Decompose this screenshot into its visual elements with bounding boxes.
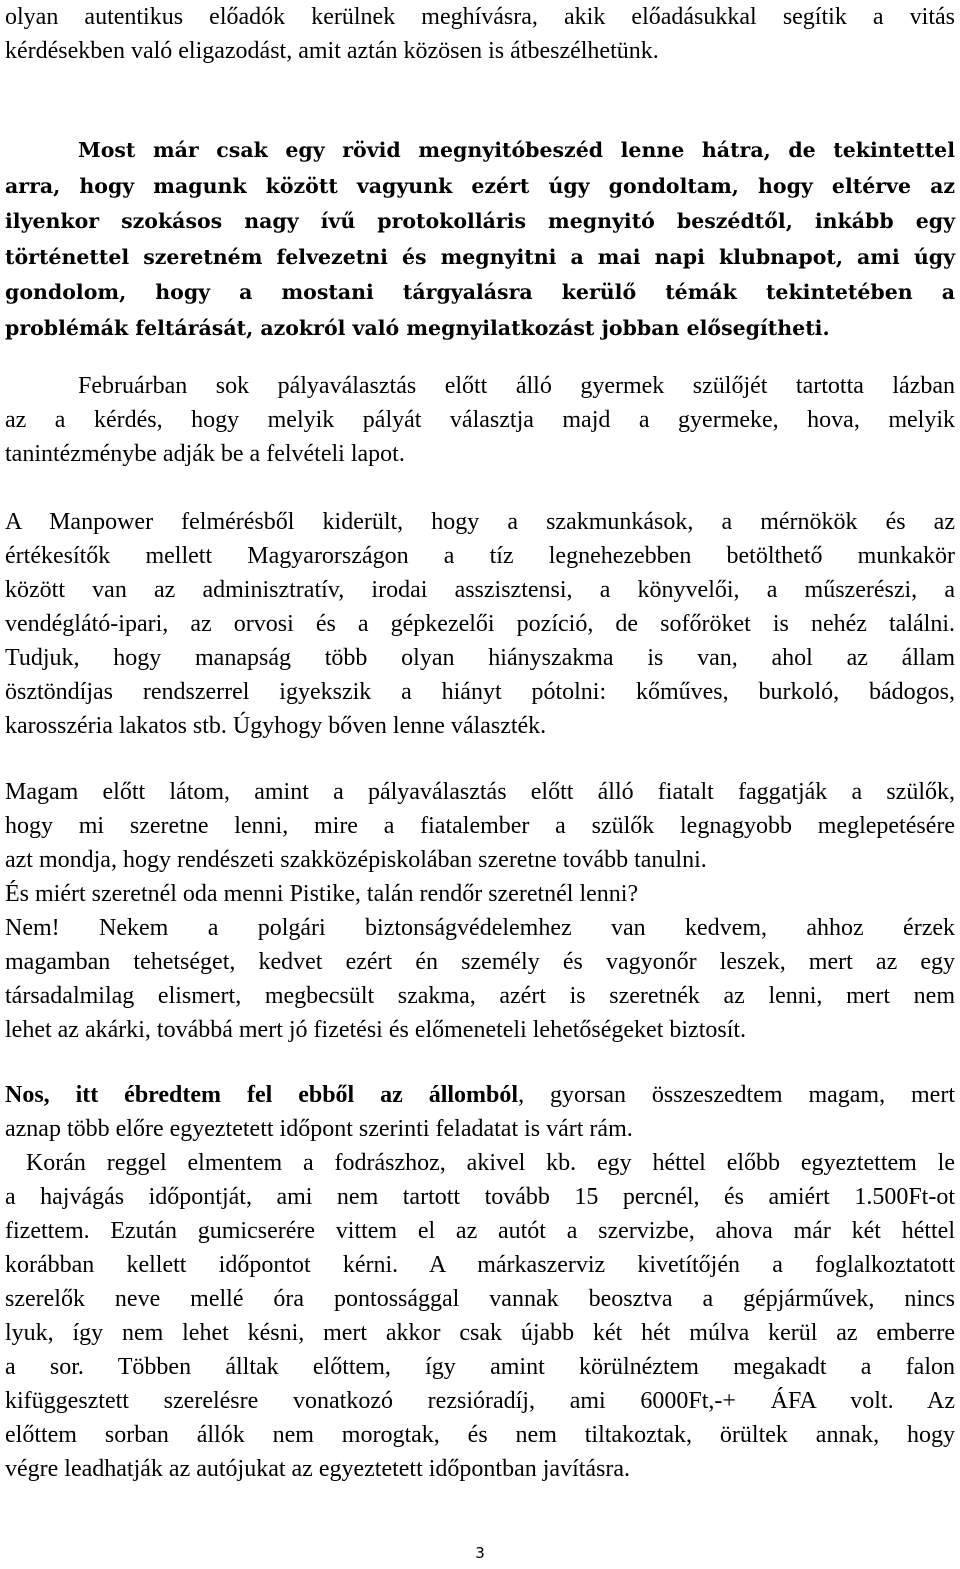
text-line: Magam előtt látom, amint a pályaválasztás előtt álló fiatalt faggatják a szülők,: [5, 779, 955, 805]
text-fragment: , gyorsan összeszedtem magam, mert: [518, 1082, 955, 1108]
text-line: magamban tehetséget, kedvet ezért én személy és vagyonőr leszek, mert az egy: [5, 949, 955, 975]
text-line: fizettem. Ezután gumicserére vittem el az autót a szervizbe, ahova már két héttel: [5, 1218, 955, 1244]
text-line: A Manpower felmérésből kiderült, hogy a szakmunkások, a mérnökök és az: [5, 509, 955, 535]
text-line: Februárban sok pályaválasztás előtt álló gyermek szülőjét tartotta lázban: [78, 373, 955, 399]
text-line: végre leadhatják az autójukat az egyeztetett időpontban javításra.: [5, 1456, 631, 1482]
text-line: tanintézménybe adják be a felvételi lapot.: [5, 441, 405, 467]
paragraph-manpower: [5, 505, 955, 743]
text-line: karosszéria lakatos stb. Úgyhogy bőven lenne választék.: [5, 713, 547, 739]
text-line: a sor. Többen álltak előttem, így amint körülnéztem megakadt a falon: [5, 1354, 955, 1380]
text-line: lyuk, így nem lehet késni, mert akkor csak újabb két hét múlva kerül az emberre: [5, 1320, 955, 1346]
paragraph-intro-continuation: [5, 0, 955, 68]
bold-phrase: Nos, itt ébredtem fel ebből az állomból: [5, 1082, 519, 1108]
text-line: olyan autentikus előadók kerülnek meghívásra, akik előadásukkal segítik a vitás: [5, 4, 955, 30]
text-line: előttem sorban állók nem morogtak, és nem tiltakoztak, örültek annak, hogy: [5, 1422, 955, 1448]
text-line: ilyenkor szokásos nagy ívű protokolláris megnyitó beszédtől, inkább egy: [5, 209, 955, 233]
text-line: lehet az akárki, továbbá mert jó fizetési és előmeneteli lehetőségeket biztosít.: [5, 1017, 747, 1043]
text-line: Nem! Nekem a polgári biztonságvédelemhez van kedvem, ahhoz érzek: [5, 915, 955, 941]
text-line: aznap több előre egyeztetett időpont szerinti feladatat is várt rám.: [5, 1116, 633, 1142]
text-line: történettel szeretném felvezetni és megnyitni a mai napi klubnapot, ami úgy: [5, 244, 955, 269]
paragraph-career-dream: [5, 775, 955, 1047]
text-line-mixed: [5, 1078, 955, 1112]
text-line: problémák feltárását, azokról való megnyilatkozást jobban elősegítheti.: [5, 315, 830, 340]
text-line: kifüggesztett szerelésre vonatkozó rezsióradíj, ami 6000Ft,-+ ÁFA volt. Az: [5, 1388, 955, 1414]
text-line: szerelők neve mellé óra pontossággal vannak beosztva a gépjárművek, nincs: [5, 1286, 955, 1312]
text-line: hogy mi szeretne lenni, mire a fiatalember a szülők legnagyobb meglepetésére: [5, 813, 955, 839]
text-line: korábban kellett időpontot kérni. A márkaszerviz kivetítőjén a foglalkoztatott: [5, 1252, 955, 1278]
paragraph-opening-speech: [5, 133, 955, 346]
text-line: azt mondja, hogy rendészeti szakközépiskolában szeretne tovább tanulni.: [5, 847, 707, 873]
text-line: És miért szeretnél oda menni Pistike, talán rendőr szeretnél lenni?: [5, 881, 639, 907]
page-number: 3: [475, 1544, 485, 1562]
text-line: társadalmilag elismert, megbecsült szakma, azért is szeretnék az lenni, mert nem: [5, 983, 955, 1009]
text-line: gondolom, hogy a mostani tárgyalásra kerülő témák tekintetében a: [5, 280, 955, 304]
text-line: Korán reggel elmentem a fodrászhoz, akivel kb. egy héttel előbb egyeztettem le: [5, 1150, 955, 1176]
text-line: vendéglátó-ipari, az orvosi és a gépkezelői pozíció, de sofőröket is nehéz találni.: [5, 611, 955, 637]
paragraph-waking-up: [5, 1078, 955, 1486]
text-line: a hajvágás időpontját, ami nem tartott tovább 15 percnél, és amiért 1.500Ft-ot: [5, 1184, 955, 1210]
text-line: Most már csak egy rövid megnyitóbeszéd lenne hátra, de tekintettel: [78, 138, 955, 162]
text-line: az a kérdés, hogy melyik pályát választja majd a gyermeke, hova, melyik: [5, 407, 955, 433]
text-line: Tudjuk, hogy manapság több olyan hiányszakma is van, ahol az állam: [5, 645, 955, 671]
text-line: kérdésekben való eligazodást, amit aztán közösen is átbeszélhetünk.: [5, 38, 659, 64]
text-line: arra, hogy magunk között vagyunk ezért úgy gondoltam, hogy eltérve az: [5, 173, 955, 198]
paragraph-february: [5, 369, 955, 471]
text-line: értékesítők mellett Magyarországon a tíz legnehezebben betölthető munkakör: [5, 543, 955, 569]
text-line: ösztöndíjas rendszerrel igyekszik a hiányt pótolni: kőműves, burkoló, bádogos,: [5, 679, 955, 705]
text-line: között van az adminisztratív, irodai asszisztensi, a könyvelői, a műszerészi, a: [5, 577, 955, 603]
